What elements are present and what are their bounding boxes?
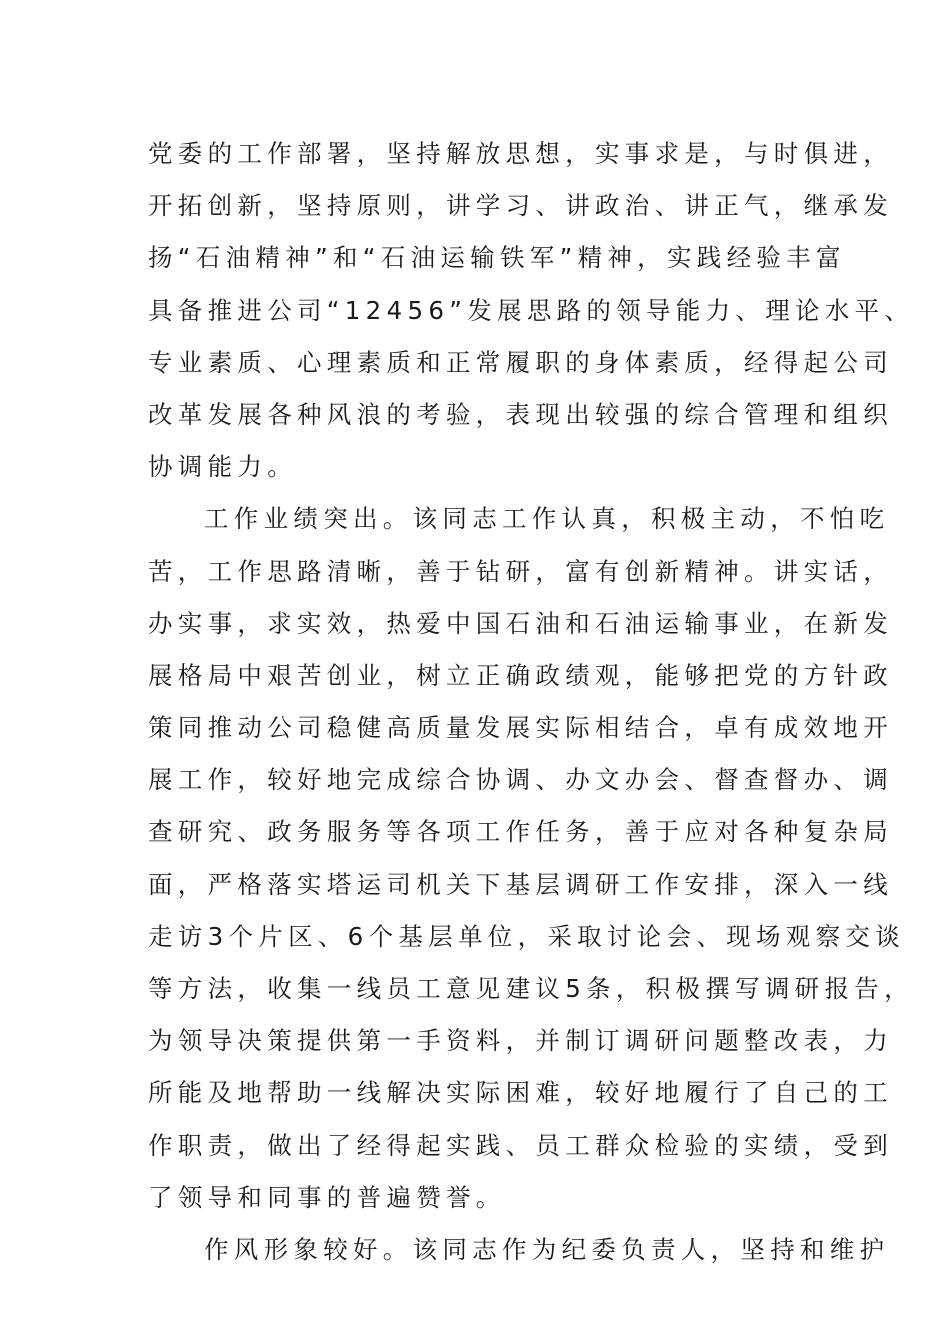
paragraph: [148, 1224, 890, 1276]
text-line: 等方法，收集一线员工意见建议5条，积极撰写调研报告，: [148, 974, 914, 1003]
text-line: 走访3个片区、6个基层单位，采取讨论会、现场观察交谈: [148, 921, 905, 951]
text-line: 协调能力。: [148, 452, 297, 482]
text-line: 专业素质、心理素质和正常履职的身体素质，经得起公司: [148, 347, 893, 377]
text-line: 扬“石油精神”和“石油运输铁军”精神，实践经验丰富: [148, 243, 846, 273]
text-line: 所能及地帮助一线解决实际困难，较好地履行了自己的工: [148, 1078, 893, 1108]
text-line: 了领导和同事的普遍赞誉。: [148, 1182, 506, 1212]
text-line: 具备推进公司“12456”发展思路的领导能力、理论水平、: [148, 295, 915, 325]
text-line: 作职责，做出了经得起实践、员工群众检验的实绩，受到: [148, 1130, 893, 1160]
text-line: 办实事，求实效，热爱中国石油和石油运输事业，在新发: [148, 608, 893, 638]
text-line: 苦，工作思路清晰，善于钻研，富有创新精神。讲实话，: [148, 556, 893, 586]
text-line: 改革发展各种风浪的考验，表现出较强的综合管理和组织: [148, 399, 893, 429]
paragraph: [148, 493, 914, 1224]
text-line: 展工作，较好地完成综合协调、办文办会、督查督办、调: [148, 765, 893, 795]
text-line: 作风形象较好。该同志作为纪委负责人，坚持和维护: [204, 1234, 890, 1264]
text-line: 为领导决策提供第一手资料，并制订调研问题整改表，力: [148, 1026, 893, 1056]
paragraph: [148, 128, 915, 493]
text-line: 工作业绩突出。该同志工作认真，积极主动，不怕吃: [204, 504, 890, 534]
body-text: [148, 128, 915, 1276]
text-line: 策同推动公司稳健高质量发展实际相结合，卓有成效地开: [148, 713, 893, 743]
text-line: 党委的工作部署，坚持解放思想，实事求是，与时俱进，: [148, 139, 893, 168]
text-line: 展格局中艰苦创业，树立正确政绩观，能够把党的方针政: [148, 660, 893, 690]
text-line: 面，严格落实塔运司机关下基层调研工作安排，深入一线: [148, 869, 893, 899]
text-line: 开拓创新，坚持原则，讲学习、讲政治、讲正气，继承发: [148, 191, 893, 221]
text-line: 查研究、政务服务等各项工作任务，善于应对各种复杂局: [148, 817, 893, 847]
